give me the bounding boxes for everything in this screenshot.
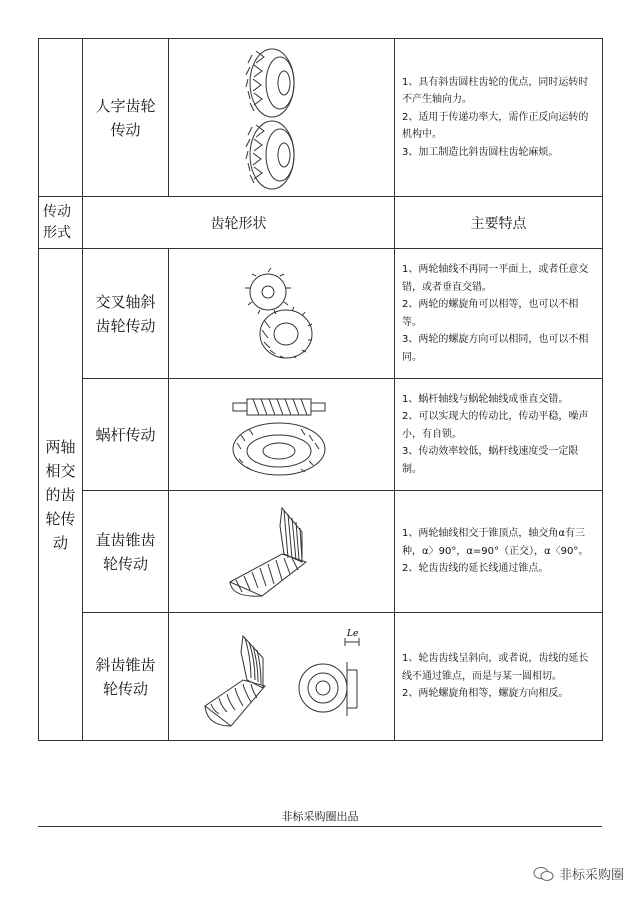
feature-line: 1、具有斜齿圆柱齿轮的优点，同时运转时不产生轴向力。 xyxy=(402,76,589,106)
transmission-name xyxy=(83,39,169,197)
header-row xyxy=(39,197,603,249)
table-row xyxy=(39,379,603,491)
footer-divider xyxy=(38,826,602,827)
feature-line: 1、蜗杆轴线与蜗轮轴线成垂直交错。 xyxy=(402,393,569,405)
feature-line: 2、适用于传递功率大，需作正反向运转的机构中。 xyxy=(402,111,589,141)
transmission-name: 直齿锥齿 轮传动 xyxy=(83,491,169,613)
gear-illustration-cell xyxy=(169,379,395,491)
watermark-text: 非标采购圈 xyxy=(558,868,624,883)
herringbone-gear-illustration xyxy=(242,43,322,193)
feature-line: 2、两轮的螺旋角可以相等，也可以不相等。 xyxy=(402,299,579,328)
feature-line: 3、两轮的螺旋方向可以相同，也可以不相同。 xyxy=(402,334,589,363)
feature-line: 1、两轮轴线相交于锥顶点，轴交角α有三种，α〉90°，α=90°（正交），α〈90°。 xyxy=(402,528,589,557)
feature-line: 2、可以实现大的传动比，传动平稳，噪声小，有自锁。 xyxy=(402,411,589,440)
row-group-cell-empty xyxy=(39,39,83,197)
gear-illustration-cell xyxy=(169,39,395,197)
header-transmission-form: 传动 形式 xyxy=(39,197,83,249)
features-cell xyxy=(395,249,603,379)
watermark xyxy=(533,864,624,883)
feature-line: 1、两轮轴线不再同一平面上，或者任意交错，或者垂直交错。 xyxy=(402,264,589,293)
table-row xyxy=(39,491,603,613)
gear-illustration-cell xyxy=(169,491,395,613)
header-gear-shape: 齿轮形状 xyxy=(83,197,395,249)
footer-text: 非标采购圈出品 xyxy=(281,810,359,823)
features-cell xyxy=(395,379,603,491)
gear-illustration-cell xyxy=(169,613,395,741)
feature-line: 2、两轮螺旋角相等，螺旋方向相反。 xyxy=(402,688,569,700)
table-row xyxy=(39,39,603,197)
transmission-name: 交叉轴斜 齿轮传动 xyxy=(83,249,169,379)
transmission-name: 蜗杆传动 xyxy=(83,379,169,491)
herringbone-name: 人字齿轮 传动 xyxy=(95,96,156,139)
group-label: 两轴 相交 的齿 轮传 动 xyxy=(39,249,83,741)
table-row xyxy=(39,249,603,379)
table-row xyxy=(39,613,603,741)
crossed-helical-gear-illustration xyxy=(242,264,322,364)
straight-bevel-gear-illustration xyxy=(222,502,342,602)
header-main-features: 主要特点 xyxy=(395,197,603,249)
feature-line: 3、加工制造比斜齿圆柱齿轮麻烦。 xyxy=(402,146,559,158)
gear-transmission-table xyxy=(38,38,603,741)
features-cell xyxy=(395,39,603,197)
feature-line: 2、轮齿齿线的延长线通过锥点。 xyxy=(402,563,549,575)
wechat-icon xyxy=(533,866,555,882)
feature-line: 1、轮齿齿线呈斜向，或者说，齿线的延长线不通过锥点，而是与某一圆相切。 xyxy=(402,653,589,682)
worm-gear-illustration xyxy=(227,389,337,481)
transmission-name: 斜齿锥齿 轮传动 xyxy=(83,613,169,741)
features-cell xyxy=(395,491,603,613)
feature-line: 3、传动效率较低，蜗杆线速度受一定限制。 xyxy=(402,446,579,475)
gear-illustration-cell xyxy=(169,249,395,379)
features-cell xyxy=(395,613,603,741)
dimension-label: Le xyxy=(346,628,358,639)
spiral-bevel-gear-illustration xyxy=(197,622,367,732)
